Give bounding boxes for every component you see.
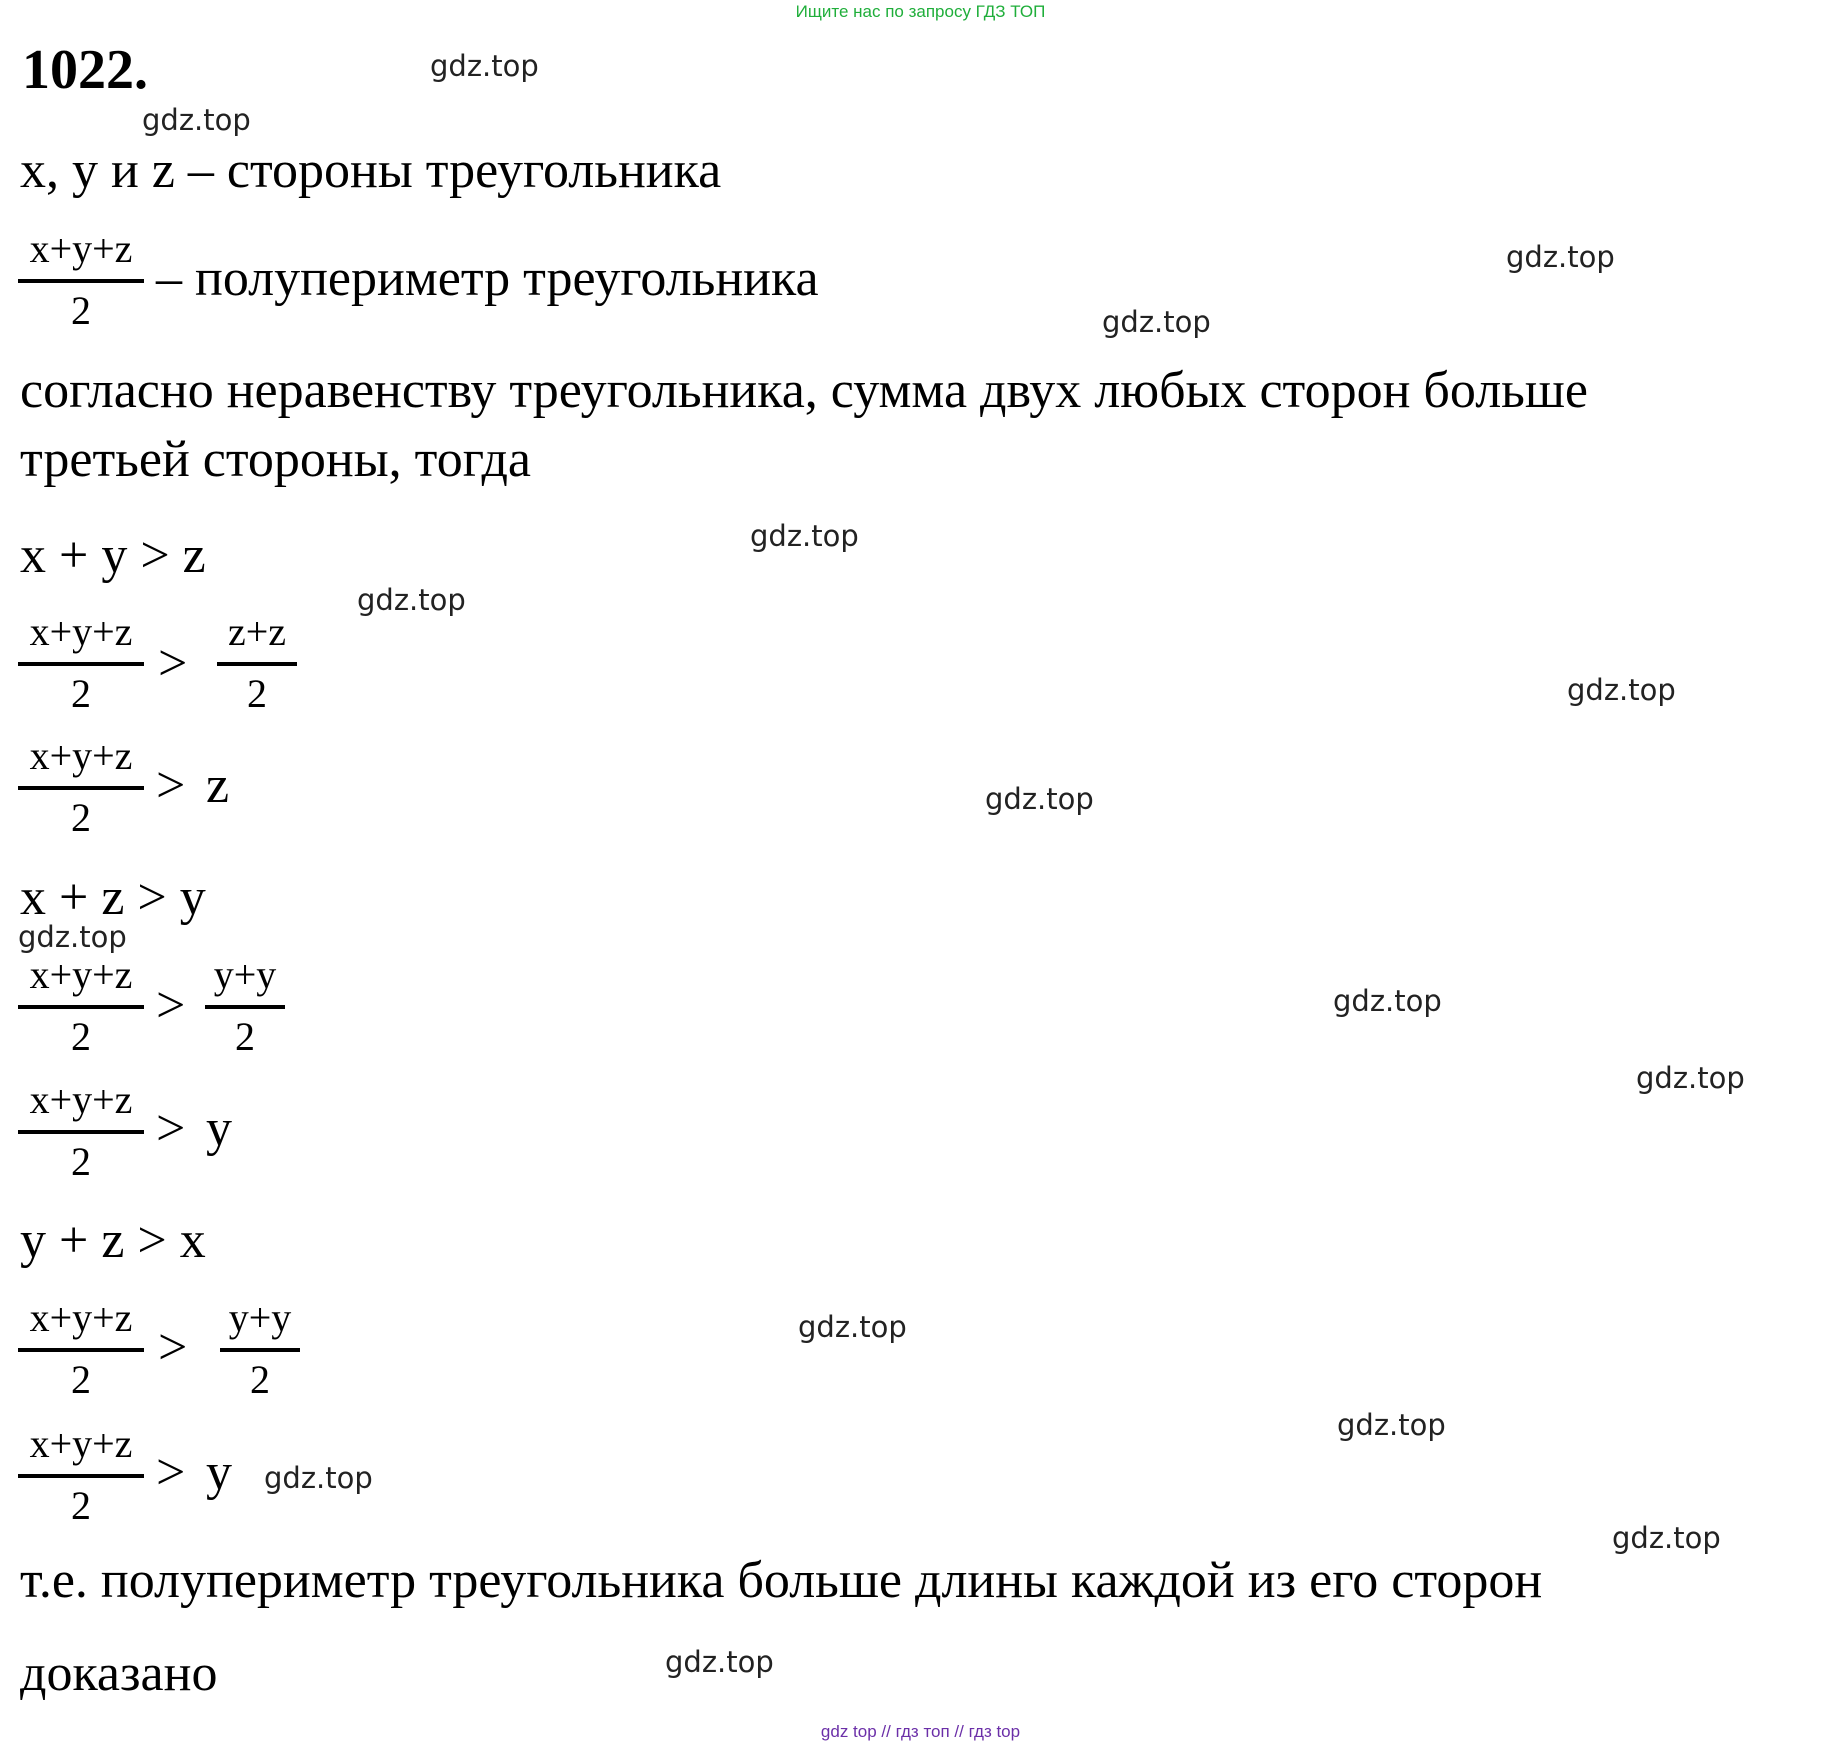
watermark: gdz.top — [142, 103, 251, 137]
watermark: gdz.top — [1333, 984, 1442, 1018]
watermark: gdz.top — [665, 1645, 774, 1679]
fraction-numerator: y+y — [213, 952, 277, 997]
fraction-denominator: 2 — [71, 288, 91, 333]
fraction-numerator: x+y+z — [29, 1077, 133, 1122]
greater-than: > — [156, 1444, 186, 1501]
fraction-numerator: x+y+z — [29, 1295, 133, 1340]
inequality-rule-line-1: согласно неравенству треугольника, сумма двух любых сторон больше — [20, 362, 1588, 419]
watermark: gdz.top — [357, 583, 466, 617]
greater-than: > — [158, 1319, 188, 1376]
fraction-denominator: 2 — [71, 1139, 91, 1184]
watermark: gdz.top — [1567, 673, 1676, 707]
greater-than: > — [156, 977, 186, 1034]
watermark: gdz.top — [1337, 1408, 1446, 1442]
fraction-numerator: x+y+z — [29, 226, 133, 271]
fraction-bar — [205, 1005, 285, 1009]
problem-number: 1022. — [22, 39, 148, 101]
fraction-numerator: x+y+z — [29, 952, 133, 997]
fraction-denominator: 2 — [71, 1483, 91, 1528]
greater-than: > — [156, 757, 186, 814]
watermark: gdz.top — [1636, 1061, 1745, 1095]
fraction-denominator: 2 — [71, 1014, 91, 1059]
fraction-bar — [217, 662, 297, 666]
proved-label: доказано — [20, 1645, 218, 1702]
fraction-denominator: 2 — [250, 1357, 270, 1402]
conclusion: т.е. полупериметр треугольника больше длины каждой из его сторон — [20, 1552, 1543, 1609]
inequality-rule-line-2: третьей стороны, тогда — [20, 431, 531, 488]
fraction-numerator: y+y — [228, 1295, 292, 1340]
greater-than: > — [156, 1100, 186, 1157]
rhs-y: y — [206, 1444, 232, 1501]
fraction-bar — [18, 1130, 144, 1134]
fraction-bar — [18, 1005, 144, 1009]
watermark: gdz.top — [430, 49, 539, 83]
watermark: gdz.top — [1612, 1521, 1721, 1555]
fraction-bar — [18, 1474, 144, 1478]
fraction-bar — [18, 786, 144, 790]
watermark: gdz.top — [985, 782, 1094, 816]
watermark: gdz.top — [1102, 305, 1211, 339]
fraction-numerator: x+y+z — [29, 609, 133, 654]
inequality-y-plus-z: y + z > x — [20, 1212, 206, 1269]
fraction-denominator: 2 — [247, 671, 267, 716]
fraction-numerator: x+y+z — [29, 733, 133, 778]
watermark: gdz.top — [798, 1310, 907, 1344]
top-banner: Ищите нас по запросу ГДЗ ТОП — [795, 2, 1046, 21]
watermark: gdz.top — [1506, 240, 1615, 274]
fraction-numerator: z+z — [227, 609, 287, 654]
fraction-denominator: 2 — [71, 671, 91, 716]
fraction-bar — [220, 1348, 300, 1352]
fraction-bar — [18, 1348, 144, 1352]
sides-statement: x, y и z – стороны треугольника — [20, 142, 722, 199]
watermark: gdz.top — [750, 519, 859, 553]
fraction-denominator: 2 — [71, 795, 91, 840]
watermark: gdz.top — [264, 1461, 373, 1495]
semiperimeter-label: – полупериметр треугольника — [156, 250, 819, 307]
inequality-x-plus-y: x + y > z — [20, 527, 206, 584]
fraction-bar — [18, 279, 144, 283]
watermark: gdz.top — [18, 920, 127, 954]
greater-than: > — [158, 635, 188, 692]
rhs-z: z — [206, 757, 230, 814]
fraction-bar — [18, 662, 144, 666]
fraction-numerator: x+y+z — [29, 1421, 133, 1466]
footer-links: gdz top // гдз топ // гдз top — [820, 1722, 1021, 1741]
fraction-denominator: 2 — [71, 1357, 91, 1402]
fraction-denominator: 2 — [235, 1014, 255, 1059]
inequality-x-plus-z: x + z > y — [20, 869, 206, 926]
rhs-y: y — [206, 1100, 232, 1157]
